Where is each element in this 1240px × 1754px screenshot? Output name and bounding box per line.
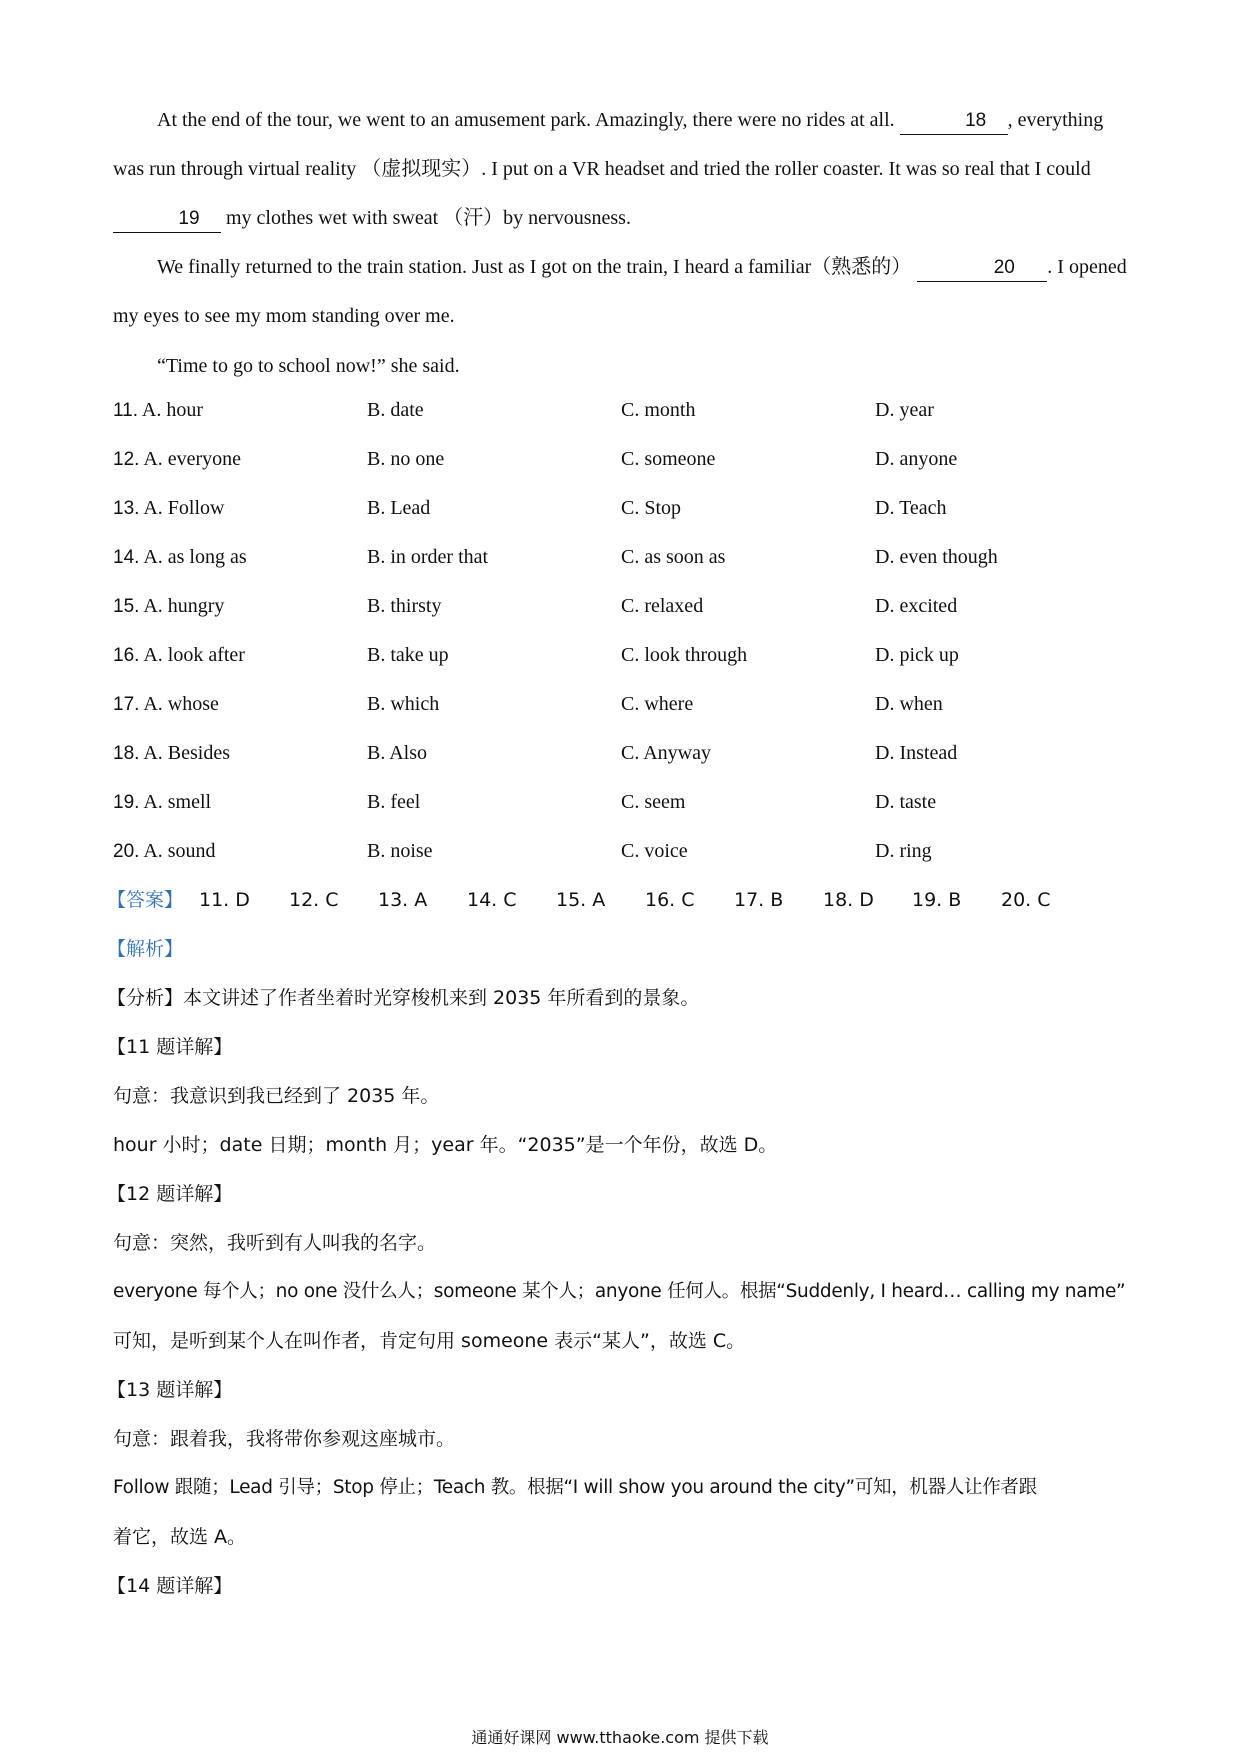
passage-paragraph-3: “Time to go to school now!” she said. <box>157 355 460 377</box>
blank-20: 20 <box>917 255 1047 282</box>
page-footer: 通通好课网 www.tthaoke.com 提供下载 <box>471 1728 769 1747</box>
answer-13: 13. A <box>378 889 428 911</box>
q13-detail-title: 【13 题详解】 <box>107 1379 233 1401</box>
q13-explanation-2: 着它，故选 A。 <box>113 1526 247 1548</box>
document-page: At the end of the tour, we went to an amusement park. Amazingly, there were no rides at all. 18 , everything was run through virtual reality （虚拟现实）. I put on a VR headset and tried the roller coaster. It was so real that I could 19 my clothes wet with sweat （汗）by nervousness. We finally returned to the train station. Just as I got on the train, I heard a familiar（熟悉的） 20 . I opened my eyes to see my mom standing over me. “Time to go to school now!” she said. 11. A. hour B. date C. month D. year 12. A. everyone B. no one C. someone D. anyone 13. A. Follow B. Lead C. Stop D. Teach 14. A. as long as B. in order that C. as soon as D. even though 15. A. hungry B. thirsty C. relaxed D. excited 16. A. look after B. take up C. look through D. pick up 17. A. whose B. which C. where D. when 18. A. Besides B. Also C. Anyway D. Instead 19. A. smell B. feel C. seem D. taste 20. A. sound B. noise C. voice D. ring 【答案】 11. D 12. C 13. A 14. C 15. A 16. C 17. B 18. D 19. B 20. C 【解析】 【分析】本文讲述了作者坐着时光穿梭机来到 2035 年所看到的景象。 【11 题详解】 句意：我意识到我已经到了 2035 年。 hour 小时；date 日期；month 月；year 年。“2035”是一个年份，故选 D。 【12 题详解】 句意：突然，我听到有人叫我的名字。 everyone 每个人；no one 没什么人；someone 某个人；anyone 任何人。根据“Suddenly, I heard… calling my name” 可知，是听到某个人在叫作者，肯定句用 someone 表示“某人”，故选 C。 【13 题详解】 句意：跟着我，我将带你参观这座城市。 Follow 跟随；Lead 引导；Stop 停止；Teach 教。根据“I will show you around the city”可知，机器人让作者跟 着它，故选 A。 【14 题详解】 通通好课网 www.tthaoke.com 提供下载 <box>0 0 1240 1754</box>
q12-detail-title: 【12 题详解】 <box>107 1183 233 1205</box>
answer-16: 16. C <box>645 889 695 911</box>
passage-paragraph-2: We finally returned to the train station. Just as I got on the train, I heard a familiar（熟悉的） 20 . I opened my eyes to see my mom standing over me. <box>113 256 1127 327</box>
q11-explanation: hour 小时；date 日期；month 月；year 年。“2035”是一个年份，故选 D。 <box>113 1134 778 1156</box>
q13-explanation-1: Follow 跟随；Lead 引导；Stop 停止；Teach 教。根据“I will show you around the city”可知，机器人让作者跟 <box>113 1477 1037 1498</box>
answer-11: 11. D <box>199 889 250 911</box>
q13-meaning: 句意：跟着我，我将带你参观这座城市。 <box>113 1428 456 1450</box>
q11-meaning: 句意：我意识到我已经到了 2035 年。 <box>113 1085 440 1107</box>
passage-paragraph-1: At the end of the tour, we went to an amusement park. Amazingly, there were no rides at all. 18 , everything was run through virtual reality （虚拟现实）. I put on a VR headset and tried the roller coaster. It was so real that I could 19 my clothes wet with sweat （汗）by nervousness. <box>113 96 1133 243</box>
answer-15: 15. A <box>556 889 606 911</box>
answer-17: 17. B <box>734 889 784 911</box>
q12-explanation-2: 可知，是听到某个人在叫作者，肯定句用 someone 表示“某人”，故选 C。 <box>113 1330 746 1352</box>
blank-19: 19 <box>113 206 221 233</box>
q14-detail-title: 【14 题详解】 <box>107 1575 233 1597</box>
q12-explanation-1: everyone 每个人；no one 没什么人；someone 某个人；anyone 任何人。根据“Suddenly, I heard… calling my name” <box>113 1281 1126 1302</box>
answer-19: 19. B <box>912 889 962 911</box>
blank-18: 18 <box>900 108 1008 135</box>
answer-20: 20. C <box>1001 889 1051 911</box>
q11-detail-title: 【11 题详解】 <box>107 1036 233 1058</box>
analysis-summary: 【分析】本文讲述了作者坐着时光穿梭机来到 2035 年所看到的景象。 <box>107 987 700 1009</box>
answer-18: 18. D <box>823 889 874 911</box>
answer-label: 【答案】 <box>107 889 184 911</box>
answer-14: 14. C <box>467 889 517 911</box>
answer-line <box>107 885 1143 915</box>
answer-12: 12. C <box>289 889 339 911</box>
analysis-label: 【解析】 <box>107 938 184 960</box>
q12-meaning: 句意：突然，我听到有人叫我的名字。 <box>113 1232 437 1254</box>
